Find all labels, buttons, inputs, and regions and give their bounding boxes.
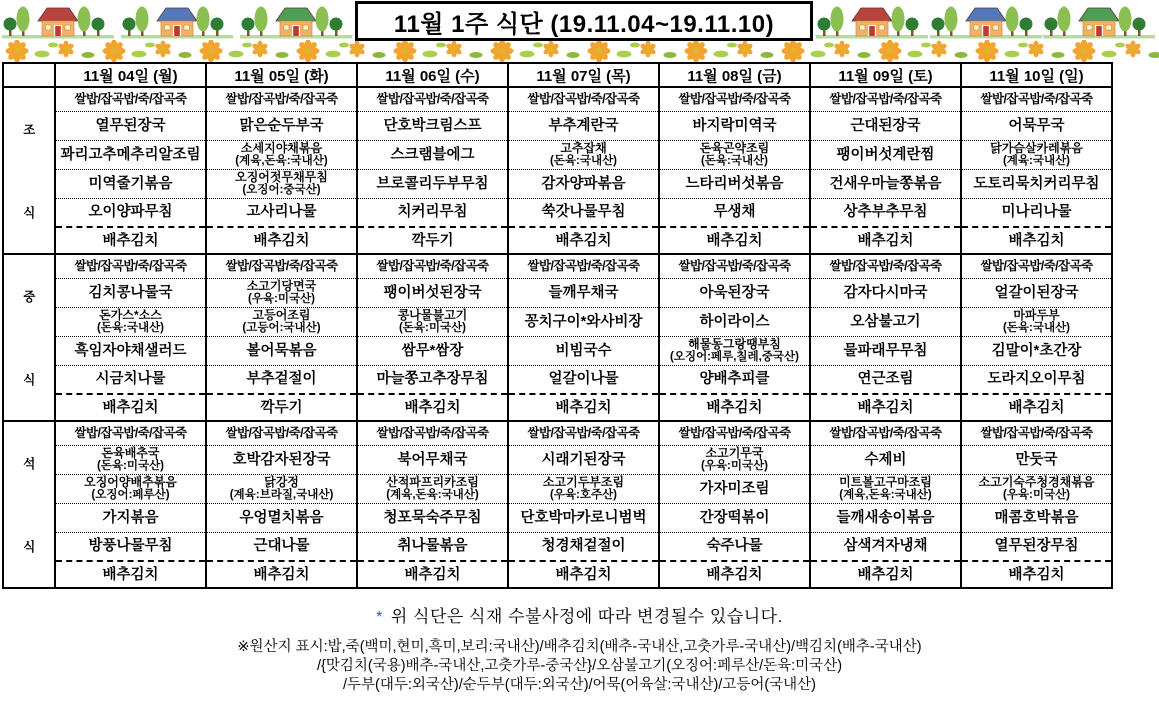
flower-icon	[291, 40, 388, 62]
flower-icon	[485, 40, 582, 62]
day-header: 11월 05일 (화)	[206, 63, 357, 87]
menu-cell: 배추김치	[206, 561, 357, 588]
flower-icon	[0, 40, 97, 62]
menu-cell: 김치콩나물국	[55, 278, 206, 307]
menu-cell: 쌀밥/잡곡밥/죽/잡곡죽	[357, 254, 508, 278]
day-header: 11월 04일 (월)	[55, 63, 206, 87]
menu-cell: 하이라이스	[659, 307, 810, 336]
menu-cell: 부추계란국	[508, 111, 659, 140]
day-header: 11월 09일 (토)	[810, 63, 961, 87]
menu-cell: 쌈무*쌈장	[357, 336, 508, 365]
menu-cell: 쌀밥/잡곡밥/죽/잡곡죽	[357, 87, 508, 111]
menu-cell: 소고기숙주청경채볶음 (우육:미국산)	[961, 474, 1112, 503]
menu-cell: 고등어조림 (고등어:국내산)	[206, 307, 357, 336]
menu-cell: 얼갈이된장국	[961, 278, 1112, 307]
menu-cell: 꽁치구이*와사비장	[508, 307, 659, 336]
menu-cell: 열무된장무침	[961, 532, 1112, 561]
meal-label-조식: 조 식	[3, 87, 55, 254]
right-house-decorations	[816, 2, 1155, 40]
menu-cell: 숙주나물	[659, 532, 810, 561]
menu-cell: 미트볼고구마조림 (계육,돈육:국내산)	[810, 474, 961, 503]
menu-cell: 호박감자된장국	[206, 445, 357, 474]
meal-label-석식: 석 식	[3, 421, 55, 588]
menu-cell: 배추김치	[961, 561, 1112, 588]
menu-cell: 쑥갓나물무침	[508, 198, 659, 227]
menu-cell: 도토리묵치커리무침	[961, 169, 1112, 198]
menu-cell: 팽이버섯계란찜	[810, 140, 961, 169]
menu-cell: 해물동그랑땡부침 (오징어:페루,칠레,중국산)	[659, 336, 810, 365]
menu-cell: 단호박마카로니범벅	[508, 503, 659, 532]
menu-cell: 배추김치	[508, 561, 659, 588]
menu-cell: 콩나물불고기 (돈육:미국산)	[357, 307, 508, 336]
menu-cell: 바지락미역국	[659, 111, 810, 140]
flower-icon	[194, 40, 291, 62]
day-header-row	[3, 63, 1112, 87]
menu-cell: 스크램블에그	[357, 140, 508, 169]
menu-cell: 팽이버섯된장국	[357, 278, 508, 307]
page-title: 11월 1주 식단 (19.11.04~19.11.10)	[355, 1, 813, 41]
menu-cell: 북어무채국	[357, 445, 508, 474]
menu-cell: 배추김치	[357, 561, 508, 588]
menu-cell: 미역줄기볶음	[55, 169, 206, 198]
flower-icon	[776, 40, 873, 62]
kimchi-row	[3, 227, 1112, 254]
menu-cell: 만둣국	[961, 445, 1112, 474]
menu-cell: 배추김치	[659, 561, 810, 588]
menu-cell: 열무된장국	[55, 111, 206, 140]
menu-cell: 쌀밥/잡곡밥/죽/잡곡죽	[659, 87, 810, 111]
house-trees-icon	[2, 2, 114, 40]
origin-note-line: /{맛김치(국용)배추-국내산,고춧가루-중국산}/오삼불고기(오징어:페루산/돈육:미국산)	[316, 658, 843, 674]
menu-cell: 쌀밥/잡곡밥/죽/잡곡죽	[961, 87, 1112, 111]
house-trees-icon	[240, 2, 352, 40]
menu-cell: 쌀밥/잡곡밥/죽/잡곡죽	[961, 421, 1112, 445]
menu-cell: 근대나물	[206, 532, 357, 561]
menu-cell: 닭가슴살카레볶음 (계육:국내산)	[961, 140, 1112, 169]
menu-cell: 오징어양배추볶음 (오징어:페루산)	[55, 474, 206, 503]
menu-cell: 오삼불고기	[810, 307, 961, 336]
menu-cell: 마늘쫑고추장무침	[357, 365, 508, 394]
menu-cell: 오이양파무침	[55, 198, 206, 227]
origin-note-line: /두부(대두:외국산)/순두부(대두:외국산)/어묵(어육살:국내산)/고등어(국내산)	[342, 677, 817, 693]
menu-cell: 흑임자야채샐러드	[55, 336, 206, 365]
dish-row	[3, 336, 1112, 365]
menu-cell: 무생채	[659, 198, 810, 227]
house-trees-icon	[1043, 2, 1155, 40]
flower-icon	[582, 40, 679, 62]
menu-cell: 소고기두부조림 (우육:호주산)	[508, 474, 659, 503]
menu-cell: 도라지오이무침	[961, 365, 1112, 394]
menu-cell: 청경채겉절이	[508, 532, 659, 561]
menu-cell: 방풍나물무침	[55, 532, 206, 561]
menu-cell: 배추김치	[810, 394, 961, 421]
menu-cell: 가지볶음	[55, 503, 206, 532]
weekly-menu-table	[2, 62, 1113, 589]
menu-cell: 오징어젓무채무침 (오징어:중국산)	[206, 169, 357, 198]
menu-cell: 단호박크림스프	[357, 111, 508, 140]
soup-row	[3, 278, 1112, 307]
dish-row	[3, 169, 1112, 198]
asterisk-mark: *	[376, 609, 383, 626]
menu-cell: 쌀밥/잡곡밥/죽/잡곡죽	[55, 254, 206, 278]
menu-cell: 가자미조림	[659, 474, 810, 503]
dish-row	[3, 140, 1112, 169]
menu-cell: 쌀밥/잡곡밥/죽/잡곡죽	[206, 254, 357, 278]
menu-cell: 고사리나물	[206, 198, 357, 227]
menu-cell: 산적파프리카조림 (계육,돈육:국내산)	[357, 474, 508, 503]
menu-cell: 배추김치	[55, 394, 206, 421]
menu-cell: 감자양파볶음	[508, 169, 659, 198]
menu-cell: 김말이*초간장	[961, 336, 1112, 365]
rice-row	[3, 421, 1112, 445]
menu-cell: 쌀밥/잡곡밥/죽/잡곡죽	[55, 421, 206, 445]
left-house-decorations	[2, 2, 352, 40]
menu-cell: 배추김치	[508, 227, 659, 254]
flower-strip	[0, 40, 1159, 62]
menu-cell: 취나물볶음	[357, 532, 508, 561]
flower-icon	[970, 40, 1067, 62]
menu-cell: 수제비	[810, 445, 961, 474]
rice-row	[3, 254, 1112, 278]
menu-cell: 꽈리고추메추리알조림	[55, 140, 206, 169]
menu-cell: 건새우마늘쫑볶음	[810, 169, 961, 198]
menu-cell: 근대된장국	[810, 111, 961, 140]
house-trees-icon	[121, 2, 233, 40]
flower-icon	[679, 40, 776, 62]
menu-cell: 소고기무국 (우육:미국산)	[659, 445, 810, 474]
day-header: 11월 08일 (금)	[659, 63, 810, 87]
kimchi-row	[3, 561, 1112, 588]
dish-row	[3, 307, 1112, 336]
menu-cell: 미나리나물	[961, 198, 1112, 227]
origin-note-line: ※원산지 표시:밥,죽(백미,현미,흑미,보리:국내산)/배추김치(배추-국내산,고춧가루-국내산)/백김치(배추-국내산)	[237, 639, 922, 655]
menu-cell: 물파래무무침	[810, 336, 961, 365]
menu-cell: 고추잡채 (돈육:국내산)	[508, 140, 659, 169]
menu-cell: 청포묵숙주무침	[357, 503, 508, 532]
menu-cell: 느타리버섯볶음	[659, 169, 810, 198]
dish-row	[3, 365, 1112, 394]
soup-row	[3, 445, 1112, 474]
menu-cell: 돈육곤약조림 (돈육:국내산)	[659, 140, 810, 169]
menu-cell: 매콤호박볶음	[961, 503, 1112, 532]
menu-cell: 쌀밥/잡곡밥/죽/잡곡죽	[659, 254, 810, 278]
menu-cell: 쌀밥/잡곡밥/죽/잡곡죽	[206, 87, 357, 111]
house-trees-icon	[816, 2, 928, 40]
menu-cell: 배추김치	[659, 394, 810, 421]
menu-cell: 아욱된장국	[659, 278, 810, 307]
menu-cell: 배추김치	[55, 227, 206, 254]
flower-icon	[873, 40, 970, 62]
menu-cell: 들깨새송이볶음	[810, 503, 961, 532]
menu-cell: 쌀밥/잡곡밥/죽/잡곡죽	[357, 421, 508, 445]
menu-cell: 시금치나물	[55, 365, 206, 394]
menu-cell: 소고기당면국 (우육:미국산)	[206, 278, 357, 307]
menu-cell: 우엉멸치볶음	[206, 503, 357, 532]
menu-cell: 마파두부 (돈육:국내산)	[961, 307, 1112, 336]
menu-cell: 배추김치	[55, 561, 206, 588]
menu-cell: 연근조림	[810, 365, 961, 394]
menu-cell: 배추김치	[810, 561, 961, 588]
flower-icon	[97, 40, 194, 62]
menu-cell: 감자다시마국	[810, 278, 961, 307]
kimchi-row	[3, 394, 1112, 421]
meal-section-조식	[3, 87, 1112, 254]
menu-cell: 쌀밥/잡곡밥/죽/잡곡죽	[810, 254, 961, 278]
decorative-banner	[0, 0, 1159, 62]
meal-section-석식	[3, 421, 1112, 588]
flower-icon	[388, 40, 485, 62]
menu-cell: 비빔국수	[508, 336, 659, 365]
menu-cell: 간장떡볶이	[659, 503, 810, 532]
dish-row	[3, 503, 1112, 532]
menu-cell: 돈육배추국 (돈육:미국산)	[55, 445, 206, 474]
menu-cell: 쌀밥/잡곡밥/죽/잡곡죽	[508, 87, 659, 111]
menu-cell: 쌀밥/잡곡밥/죽/잡곡죽	[206, 421, 357, 445]
menu-cell: 상추부추무침	[810, 198, 961, 227]
menu-cell: 시래기된장국	[508, 445, 659, 474]
corner-cell	[3, 63, 55, 87]
meal-label-중식: 중 식	[3, 254, 55, 421]
dish-row	[3, 474, 1112, 503]
menu-cell: 얼갈이나물	[508, 365, 659, 394]
origin-notes	[0, 638, 1159, 695]
flower-icon	[1067, 40, 1159, 62]
menu-cell: 들깨무채국	[508, 278, 659, 307]
menu-cell: 깍두기	[357, 227, 508, 254]
menu-cell: 쌀밥/잡곡밥/죽/잡곡죽	[810, 421, 961, 445]
menu-cell: 배추김치	[810, 227, 961, 254]
menu-cell: 쌀밥/잡곡밥/죽/잡곡죽	[508, 421, 659, 445]
menu-cell: 볼어묵볶음	[206, 336, 357, 365]
menu-cell: 배추김치	[961, 227, 1112, 254]
day-header: 11월 10일 (일)	[961, 63, 1112, 87]
menu-cell: 배추김치	[206, 227, 357, 254]
dish-row	[3, 198, 1112, 227]
soup-row	[3, 111, 1112, 140]
day-header: 11월 06일 (수)	[357, 63, 508, 87]
menu-cell: 배추김치	[357, 394, 508, 421]
menu-cell: 소세지야채볶음 (계육,돈육:국내산)	[206, 140, 357, 169]
meal-section-중식	[3, 254, 1112, 421]
change-notice	[0, 602, 1159, 627]
day-header: 11월 07일 (목)	[508, 63, 659, 87]
dish-row	[3, 532, 1112, 561]
house-trees-icon	[930, 2, 1042, 40]
menu-cell: 배추김치	[659, 227, 810, 254]
menu-cell: 맑은순두부국	[206, 111, 357, 140]
menu-cell: 삼색겨자냉채	[810, 532, 961, 561]
menu-cell: 부추겉절이	[206, 365, 357, 394]
menu-cell: 쌀밥/잡곡밥/죽/잡곡죽	[961, 254, 1112, 278]
menu-cell: 쌀밥/잡곡밥/죽/잡곡죽	[810, 87, 961, 111]
menu-cell: 쌀밥/잡곡밥/죽/잡곡죽	[55, 87, 206, 111]
menu-cell: 쌀밥/잡곡밥/죽/잡곡죽	[659, 421, 810, 445]
menu-cell: 어묵무국	[961, 111, 1112, 140]
menu-cell: 깍두기	[206, 394, 357, 421]
menu-cell: 배추김치	[961, 394, 1112, 421]
menu-cell: 치커리무침	[357, 198, 508, 227]
menu-cell: 양배추피클	[659, 365, 810, 394]
menu-cell: 돈가스*소스 (돈육:국내산)	[55, 307, 206, 336]
rice-row	[3, 87, 1112, 111]
change-notice-text: 위 식단은 식재 수불사정에 따라 변경될수 있습니다.	[390, 607, 783, 626]
menu-cell: 배추김치	[508, 394, 659, 421]
menu-cell: 쌀밥/잡곡밥/죽/잡곡죽	[508, 254, 659, 278]
menu-cell: 브로콜리두부무침	[357, 169, 508, 198]
menu-cell: 닭강정 (계육:브라질,국내산)	[206, 474, 357, 503]
